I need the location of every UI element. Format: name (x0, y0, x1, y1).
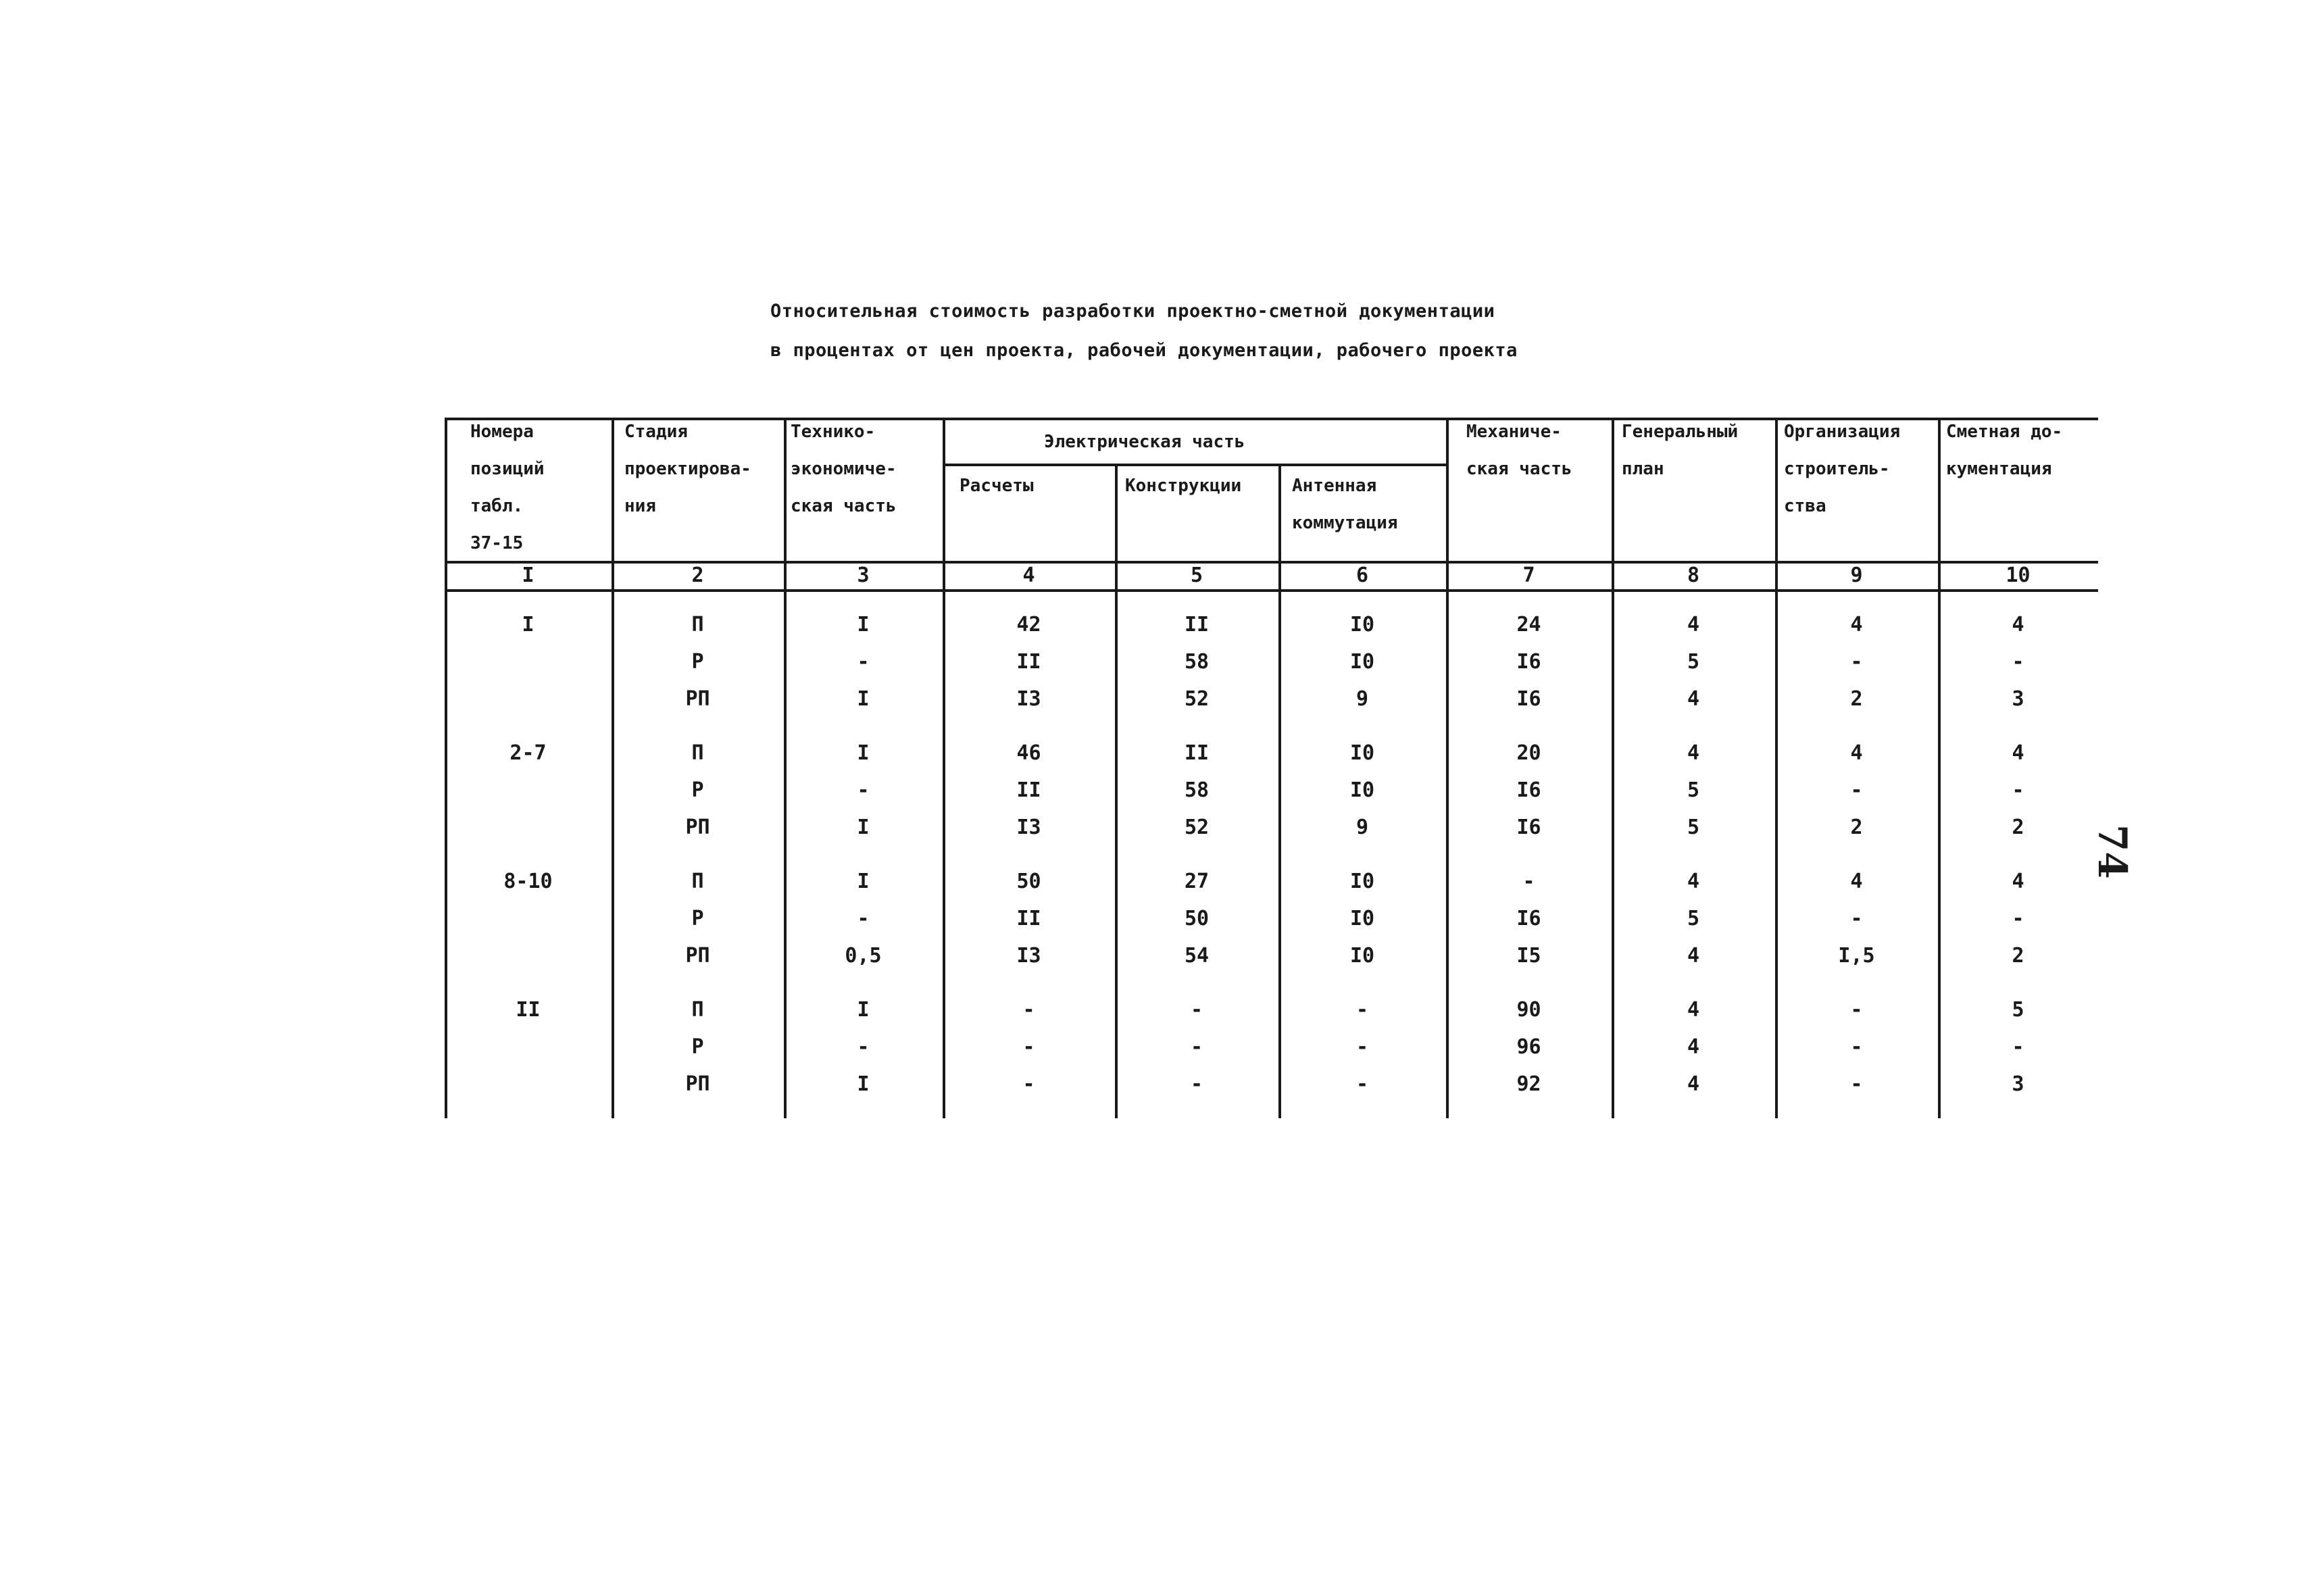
group-header-rule (943, 464, 1446, 466)
table-cell: 5 (1687, 907, 1700, 930)
table-cell: - (1355, 1072, 1369, 1096)
document-title-line-1: Относительная стоимость разработки проектно-сметной документации (770, 301, 1495, 322)
table-cell: 96 (1516, 1035, 1541, 1059)
page-number: 74 (2089, 824, 2135, 879)
header-electric-group: Электрическая часть (1044, 432, 1245, 452)
table-cell: I,5 (1838, 944, 1875, 968)
table-cell: I (857, 741, 870, 765)
table-cell: 8-10 (503, 870, 553, 893)
table-cell: 2 (1850, 816, 1863, 839)
table-cell: - (1022, 1035, 1035, 1059)
table-cell: I0 (1349, 613, 1375, 637)
table-cell: - (1190, 998, 1203, 1022)
header-positions: Номера позиций табл. 37-15 (470, 422, 545, 553)
table-cell: Р (691, 1035, 704, 1059)
table-cell: 50 (1184, 907, 1210, 930)
table-cell: Р (691, 778, 704, 802)
column-numbers-rule (445, 589, 2098, 592)
table-cell: - (1355, 998, 1369, 1022)
table-cell: I0 (1349, 907, 1375, 930)
table-cell: 4 (1687, 998, 1700, 1022)
table-cell: I6 (1516, 907, 1541, 930)
table-cell: 58 (1184, 650, 1210, 674)
table-cell: 4 (2012, 870, 2024, 893)
table-cell: II (1184, 613, 1210, 637)
table-cell: I0 (1349, 944, 1375, 968)
table-cell: I5 (1516, 944, 1541, 968)
table-cell: I (857, 613, 870, 637)
table-cell: 4 (2012, 741, 2024, 765)
table-cell: - (1522, 870, 1535, 893)
table-cell: I0 (1349, 650, 1375, 674)
table-cell: - (1190, 1035, 1203, 1059)
table-cell: - (1850, 778, 1863, 802)
table-cell: 92 (1516, 1072, 1541, 1096)
table-cell: I0 (1349, 741, 1375, 765)
table-cell: 0,5 (845, 944, 882, 968)
table-cell: П (691, 870, 704, 893)
header-calculations: Расчеты (960, 476, 1034, 496)
table-cell: 4 (1850, 613, 1863, 637)
table-cell: 27 (1184, 870, 1210, 893)
header-tech-econ: Технико- экономиче- ская часть (791, 422, 897, 516)
table-cell: I (522, 613, 534, 637)
table-cell: РП (685, 944, 710, 968)
table-cell: 4 (1687, 1035, 1700, 1059)
table-cell: - (2012, 778, 2024, 802)
table-cell: - (2012, 1035, 2024, 1059)
table-cell: 46 (1016, 741, 1041, 765)
document-title-line-2: в процентах от цен проекта, рабочей документации, рабочего проекта (770, 340, 1518, 361)
table-cell: I6 (1516, 778, 1541, 802)
column-number: 4 (1022, 564, 1035, 587)
table-cell: I6 (1516, 650, 1541, 674)
table-cell: 4 (1687, 944, 1700, 968)
table-cell: - (1850, 998, 1863, 1022)
table-cell: 20 (1516, 741, 1541, 765)
table-cell: 2 (2012, 944, 2024, 968)
table-cell: - (2012, 650, 2024, 674)
table-cell: - (1850, 907, 1863, 930)
table-cell: - (857, 778, 870, 802)
table-cell: 5 (1687, 778, 1700, 802)
table-cell: 5 (1687, 650, 1700, 674)
table-cell: 5 (2012, 998, 2024, 1022)
header-mechanical: Механиче- ская часть (1466, 422, 1572, 479)
header-antenna: Антенная коммутация (1292, 476, 1398, 533)
table-cell: 58 (1184, 778, 1210, 802)
table-cell: - (2012, 907, 2024, 930)
table-cell: - (857, 1035, 870, 1059)
table-cell: 4 (2012, 613, 2024, 637)
column-number: 10 (2006, 564, 2031, 587)
table-cell: 9 (1355, 687, 1369, 711)
column-number: 5 (1190, 564, 1203, 587)
table-cell: 42 (1016, 613, 1041, 637)
table-cell: I (857, 816, 870, 839)
table-cell: 4 (1850, 870, 1863, 893)
table-cell: I0 (1349, 870, 1375, 893)
table-cell: РП (685, 687, 710, 711)
table-cell: РП (685, 816, 710, 839)
table-cell: - (1022, 998, 1035, 1022)
column-number: 7 (1522, 564, 1535, 587)
table-cell: I (857, 1072, 870, 1096)
table-cell: II (1016, 907, 1041, 930)
table-cell: I3 (1016, 816, 1041, 839)
table-cell: - (1850, 650, 1863, 674)
table-cell: I3 (1016, 687, 1041, 711)
table-cell: I0 (1349, 778, 1375, 802)
table-cell: - (857, 907, 870, 930)
column-number: 2 (691, 564, 704, 587)
table-cell: 2 (1850, 687, 1863, 711)
column-number: 6 (1355, 564, 1369, 587)
table-cell: 4 (1687, 687, 1700, 711)
table-cell: П (691, 741, 704, 765)
table-cell: 24 (1516, 613, 1541, 637)
table-cell: П (691, 613, 704, 637)
header-general-plan: Генеральный план (1622, 422, 1739, 479)
table-cell: 9 (1355, 816, 1369, 839)
table-cell: I6 (1516, 687, 1541, 711)
table-cell: 50 (1016, 870, 1041, 893)
table-cell: 4 (1850, 741, 1863, 765)
column-number: 8 (1687, 564, 1700, 587)
table-cell: - (857, 650, 870, 674)
table-cell: 3 (2012, 1072, 2024, 1096)
column-number: I (522, 564, 534, 587)
table-cell: П (691, 998, 704, 1022)
table-cell: - (1190, 1072, 1203, 1096)
table-cell: II (1184, 741, 1210, 765)
table-cell: I3 (1016, 944, 1041, 968)
table-cell: 4 (1687, 741, 1700, 765)
table-cell: 54 (1184, 944, 1210, 968)
table-cell: 4 (1687, 613, 1700, 637)
table-cell: - (1850, 1072, 1863, 1096)
table-cell: РП (685, 1072, 710, 1096)
table-cell: I (857, 998, 870, 1022)
table-cell: 3 (2012, 687, 2024, 711)
table-cell: - (1022, 1072, 1035, 1096)
table-cell: 5 (1687, 816, 1700, 839)
table-cell: 4 (1687, 1072, 1700, 1096)
column-number: 9 (1850, 564, 1863, 587)
table-cell: I6 (1516, 816, 1541, 839)
table-cell: Р (691, 650, 704, 674)
table-cell: 52 (1184, 816, 1210, 839)
table-cell: - (1355, 1035, 1369, 1059)
table-cell: 90 (1516, 998, 1541, 1022)
table-cell: 52 (1184, 687, 1210, 711)
column-number: 3 (857, 564, 870, 587)
table-cell: II (516, 998, 541, 1022)
header-stage: Стадия проектирова- ния (624, 422, 751, 516)
table-cell: 4 (1687, 870, 1700, 893)
table-cell: I (857, 687, 870, 711)
header-constructions: Конструкции (1125, 476, 1242, 496)
header-estimate-docs: Сметная до- кументация (1946, 422, 2063, 479)
table-cell: Р (691, 907, 704, 930)
table-cell: II (1016, 650, 1041, 674)
table-cell: I (857, 870, 870, 893)
table-cell: - (1850, 1035, 1863, 1059)
table-cell: 2-7 (509, 741, 547, 765)
table-cell: II (1016, 778, 1041, 802)
table-cell: 2 (2012, 816, 2024, 839)
header-construction-org: Организация строитель- ства (1784, 422, 1901, 516)
